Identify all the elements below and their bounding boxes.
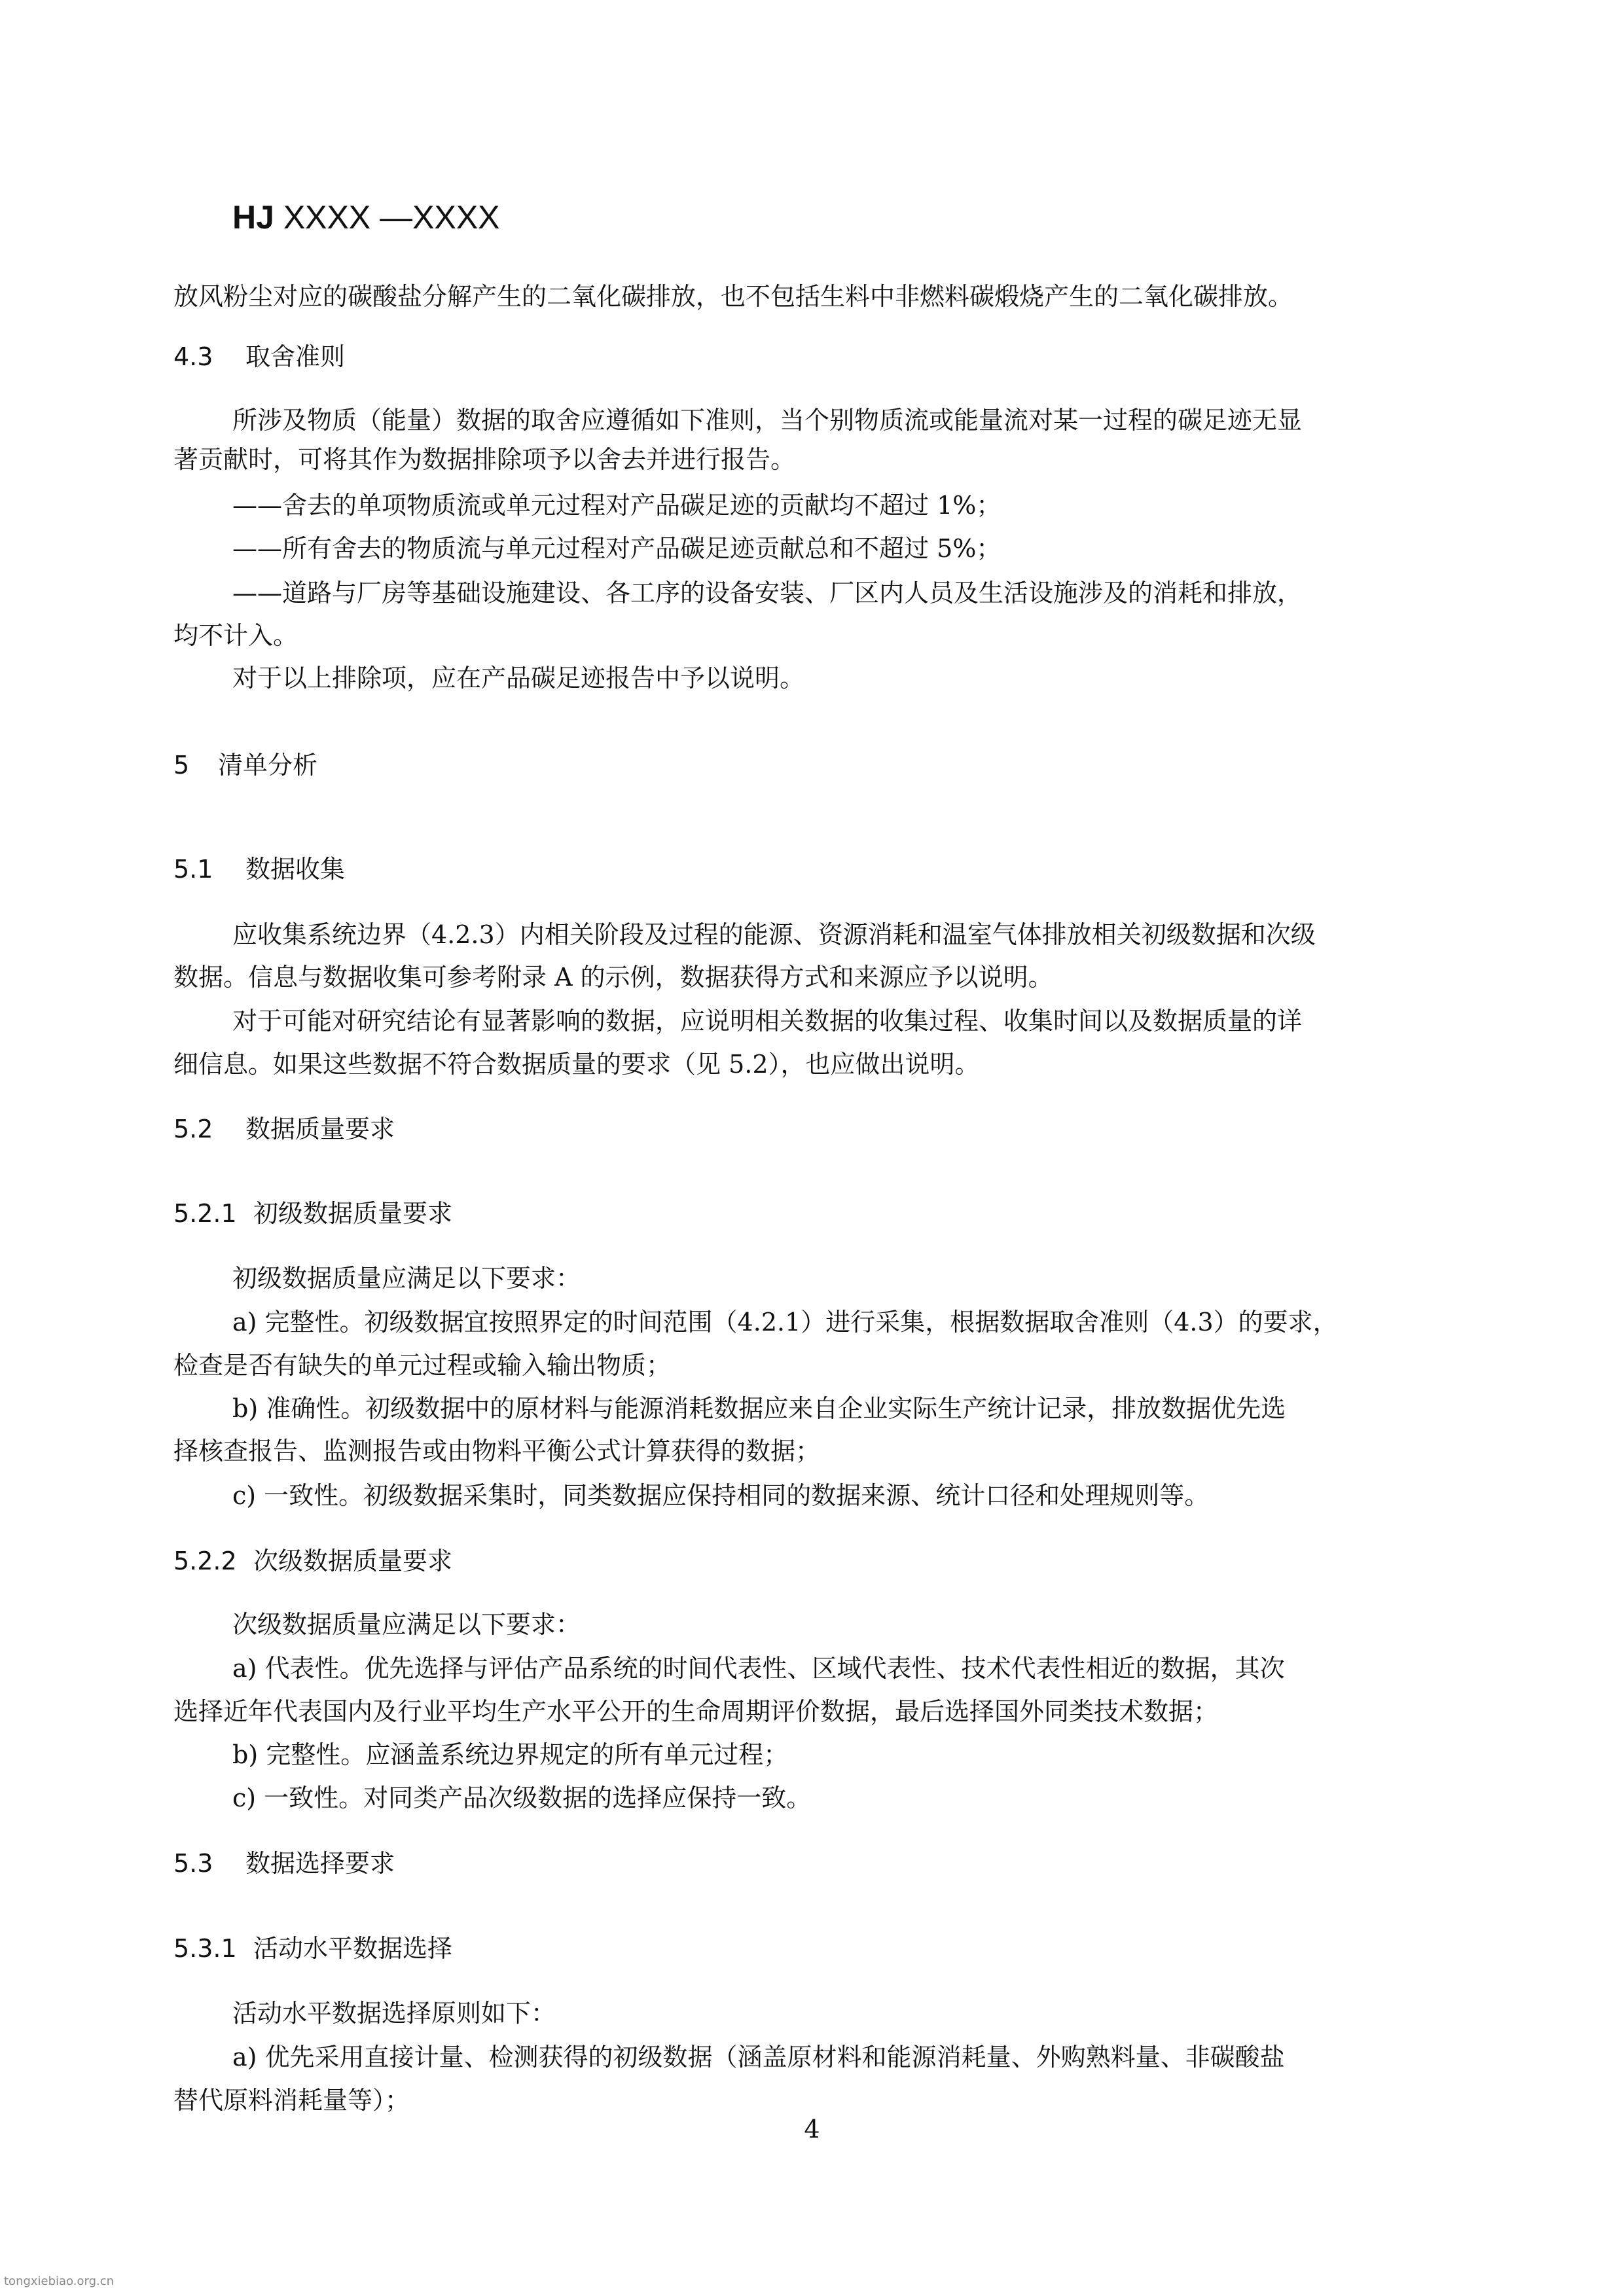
section-heading-5-2-2 [173, 1545, 452, 1577]
heading-number: 5.2.1 [173, 1199, 237, 1228]
heading-title: 初级数据质量要求 [253, 1199, 453, 1228]
heading-title: 取舍准则 [245, 342, 346, 371]
paragraph-line: 对于以上排除项，应在产品碳足迹报告中予以说明。 [232, 664, 805, 692]
document-header [232, 198, 500, 237]
paragraph-line: 替代原料消耗量等）； [173, 2086, 410, 2115]
paragraph-line: 对于可能对研究结论有显著影响的数据，应说明相关数据的收集过程、收集时间以及数据质量的详 [232, 1007, 1303, 1035]
list-item: c) 一致性。对同类产品次级数据的选择应保持一致。 [232, 1784, 812, 1812]
heading-title: 数据选择要求 [245, 1849, 395, 1878]
heading-number: 5.3.1 [173, 1934, 237, 1963]
paragraph-line: 所涉及物质（能量）数据的取舍应遵循如下准则，当个别物质流或能量流对某一过程的碳足迹无显 [232, 406, 1303, 435]
heading-number: 4.3 [173, 342, 213, 371]
paragraph-line: 著贡献时，可将其作为数据排除项予以舍去并进行报告。 [173, 445, 796, 474]
list-item: ——道路与厂房等基础设施建设、各工序的设备安装、厂区内人员及生活设施涉及的消耗和排放， [232, 579, 1303, 607]
heading-number: 5.1 [173, 855, 213, 884]
standard-code: HJ [232, 199, 274, 236]
paragraph-line: 均不计入。 [173, 621, 298, 650]
list-item: a) 完整性。初级数据宜按照界定的时间范围（4.2.1）进行采集，根据数据取舍准则（4.3）的要求， [232, 1308, 1338, 1336]
heading-title: 活动水平数据选择 [253, 1934, 453, 1963]
heading-title: 次级数据质量要求 [253, 1547, 453, 1575]
paragraph-line: 初级数据质量应满足以下要求： [232, 1264, 581, 1293]
section-heading-5-2 [173, 1113, 395, 1145]
page-number: 4 [804, 2115, 820, 2144]
section-heading-5-2-1 [173, 1197, 452, 1230]
list-item: b) 准确性。初级数据中的原材料与能源消耗数据应来自企业实际生产统计记录，排放数据优先选 [232, 1394, 1286, 1423]
section-heading-5-1 [173, 853, 345, 886]
heading-title: 数据收集 [245, 855, 346, 884]
list-item: c) 一致性。初级数据采集时，同类数据应保持相同的数据来源、统计口径和处理规则等。 [232, 1481, 1210, 1510]
standard-number: XXXX —XXXX [283, 199, 500, 236]
site-watermark: tongxiebiao.org.cn [4, 2274, 115, 2288]
paragraph-line: 择核查报告、监测报告或由物料平衡公式计算获得的数据； [173, 1437, 821, 1465]
section-heading-5-3 [173, 1847, 395, 1880]
list-item: ——舍去的单项物质流或单元过程对产品碳足迹的贡献均不超过 1%； [232, 491, 1001, 520]
list-item: b) 完整性。应涵盖系统边界规定的所有单元过程； [232, 1740, 789, 1769]
heading-title: 数据质量要求 [245, 1115, 395, 1143]
section-heading-5 [173, 749, 317, 781]
paragraph-line: 活动水平数据选择原则如下： [232, 1999, 556, 2028]
section-heading-5-3-1 [173, 1932, 452, 1965]
heading-number: 5.2.2 [173, 1547, 237, 1575]
list-item: ——所有舍去的物质流与单元过程对产品碳足迹贡献总和不超过 5%； [232, 534, 1001, 563]
section-heading-4-3 [173, 340, 345, 373]
paragraph-line: 应收集系统边界（4.2.3）内相关阶段及过程的能源、资源消耗和温室气体排放相关初级数据和次级 [232, 920, 1316, 949]
paragraph-line: 细信息。如果这些数据不符合数据质量的要求（见 5.2），也应做出说明。 [173, 1050, 980, 1079]
paragraph-line: 次级数据质量应满足以下要求： [232, 1610, 581, 1639]
paragraph-line: 选择近年代表国内及行业平均生产水平公开的生命周期评价数据，最后选择国外同类技术数据； [173, 1697, 1219, 1726]
heading-title: 清单分析 [218, 751, 318, 780]
paragraph-line: 放风粉尘对应的碳酸盐分解产生的二氧化碳排放，也不包括生料中非燃料碳煅烧产生的二氧化碳排放。 [173, 282, 1293, 311]
paragraph-line: 数据。信息与数据收集可参考附录 A 的示例，数据获得方式和来源应予以说明。 [173, 963, 1053, 992]
paragraph-line: 检查是否有缺失的单元过程或输入输出物质； [173, 1351, 672, 1380]
heading-number: 5.3 [173, 1849, 213, 1878]
heading-number: 5 [173, 751, 190, 780]
heading-number: 5.2 [173, 1115, 213, 1143]
list-item: a) 代表性。优先选择与评估产品系统的时间代表性、区域代表性、技术代表性相近的数据，其次 [232, 1654, 1285, 1683]
list-item: a) 优先采用直接计量、检测获得的初级数据（涵盖原材料和能源消耗量、外购熟料量、非碳酸盐 [232, 2043, 1285, 2072]
